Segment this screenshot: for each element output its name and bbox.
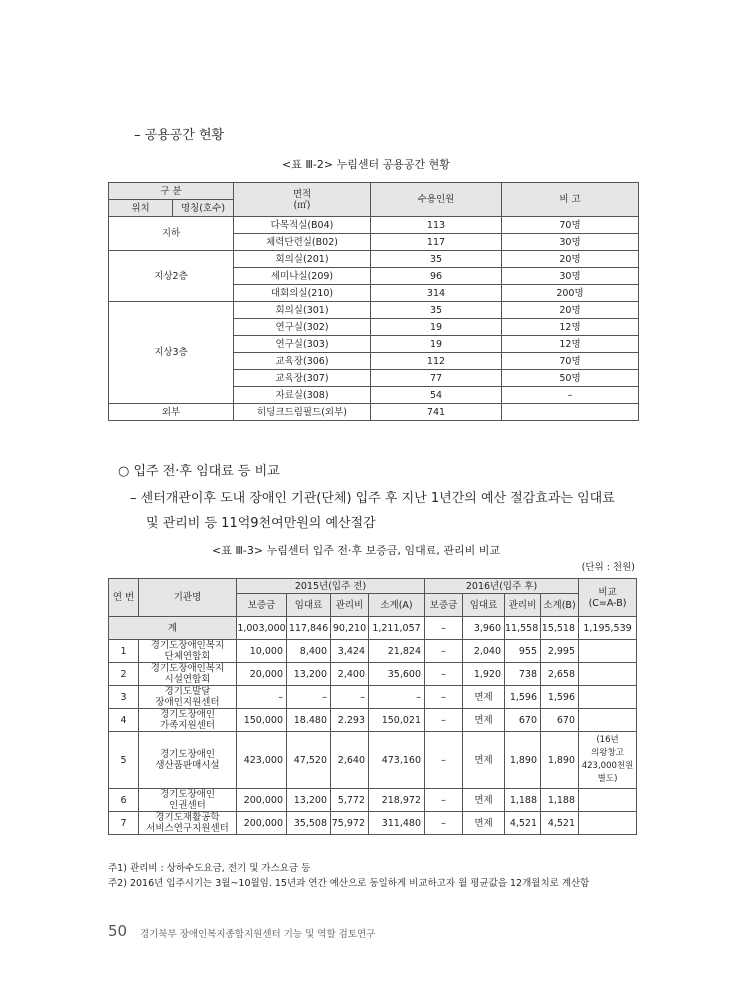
- cell: 1,195,539: [579, 617, 637, 640]
- cell: [579, 812, 637, 835]
- cell: 5: [109, 732, 139, 789]
- org-cell: 경기도장애인 인권센터: [139, 789, 237, 812]
- cell: 3: [109, 686, 139, 709]
- cell: –: [237, 686, 287, 709]
- capacity-cell: 113: [371, 217, 502, 234]
- cell: 7: [109, 812, 139, 835]
- header-rent-2015: 임대료: [287, 594, 331, 617]
- body-line-2: 및 관리비 등 11억9천여만원의 예산절감: [146, 516, 376, 531]
- cell: –: [425, 617, 463, 640]
- capacity-cell: 96: [371, 268, 502, 285]
- cell: 2,040: [463, 640, 505, 663]
- total-row: [109, 617, 637, 640]
- footnote-1: 주1) 관리비 : 상하수도요금, 전기 및 가스요금 등: [108, 863, 311, 874]
- cell: 200,000: [237, 812, 287, 835]
- location-cell: 지상2층: [109, 251, 234, 302]
- table-row: [109, 686, 637, 709]
- name-cell: 교육장(307): [234, 370, 371, 387]
- location-cell: 지상3층: [109, 302, 234, 404]
- cell: 218,972: [369, 789, 425, 812]
- cell: 1,920: [463, 663, 505, 686]
- total-label: 계: [109, 617, 237, 640]
- cell: –: [369, 686, 425, 709]
- rent-comparison-table: [108, 578, 637, 835]
- cell: 1,890: [505, 732, 541, 789]
- cell: 117,846: [287, 617, 331, 640]
- location-cell: 외부: [109, 404, 234, 421]
- capacity-cell: 77: [371, 370, 502, 387]
- note-cell: 12명: [502, 319, 639, 336]
- cell: –: [331, 686, 369, 709]
- cell: 면제: [463, 732, 505, 789]
- cell: 1: [109, 640, 139, 663]
- name-cell: 회의실(301): [234, 302, 371, 319]
- cell: 11,558: [505, 617, 541, 640]
- name-cell: 교육장(306): [234, 353, 371, 370]
- cell: 3,960: [463, 617, 505, 640]
- table-row: [109, 709, 637, 732]
- name-cell: 회의실(201): [234, 251, 371, 268]
- cell: –: [425, 663, 463, 686]
- cell: 4: [109, 709, 139, 732]
- cell: –: [425, 732, 463, 789]
- cell: 4,521: [505, 812, 541, 835]
- name-cell: 대회의실(210): [234, 285, 371, 302]
- cell: 670: [541, 709, 579, 732]
- cell: 738: [505, 663, 541, 686]
- cell: –: [425, 789, 463, 812]
- name-cell: 연구실(303): [234, 336, 371, 353]
- cell: 150,000: [237, 709, 287, 732]
- capacity-cell: 112: [371, 353, 502, 370]
- cell: 200,000: [237, 789, 287, 812]
- header-location: 위치: [109, 200, 173, 217]
- note-cell: 200명: [502, 285, 639, 302]
- cell: 2,658: [541, 663, 579, 686]
- header-area: 면적 (㎡): [234, 183, 371, 217]
- cell: 670: [505, 709, 541, 732]
- cell: 1,003,000: [237, 617, 287, 640]
- note-cell: 70명: [502, 217, 639, 234]
- org-cell: 경기도장애인 생산품판매시설: [139, 732, 237, 789]
- capacity-cell: 35: [371, 251, 502, 268]
- cell: 1,596: [541, 686, 579, 709]
- cell: 면제: [463, 812, 505, 835]
- cell: 35,508: [287, 812, 331, 835]
- cell: 15,518: [541, 617, 579, 640]
- common-space-table: [108, 182, 639, 421]
- cell: 2,995: [541, 640, 579, 663]
- cell: –: [425, 640, 463, 663]
- cell: 1,890: [541, 732, 579, 789]
- note-cell: 70명: [502, 353, 639, 370]
- unit-label: (단위 : 천원): [581, 562, 635, 573]
- cell: 150,021: [369, 709, 425, 732]
- org-cell: 경기도발달 장애인지원센터: [139, 686, 237, 709]
- cell: 2: [109, 663, 139, 686]
- capacity-cell: 19: [371, 336, 502, 353]
- capacity-cell: 54: [371, 387, 502, 404]
- org-cell: 경기도장애인복지 시설연합회: [139, 663, 237, 686]
- capacity-cell: 117: [371, 234, 502, 251]
- cell: 75,972: [331, 812, 369, 835]
- bullet-heading: ○ 입주 전·후 임대료 등 비교: [118, 464, 280, 479]
- cell: –: [287, 686, 331, 709]
- cell: [579, 709, 637, 732]
- header-no: 연 번: [109, 579, 139, 617]
- cell: –: [425, 812, 463, 835]
- cell: 10,000: [237, 640, 287, 663]
- cell: 18.480: [287, 709, 331, 732]
- body-line-1: – 센터개관이후 도내 장애인 기관(단체) 입주 후 지난 1년간의 예산 절감효과는 임대료: [130, 491, 615, 506]
- capacity-cell: 35: [371, 302, 502, 319]
- table-row: [109, 251, 639, 268]
- name-cell: 자료실(308): [234, 387, 371, 404]
- cell: –: [425, 686, 463, 709]
- footer-title: 경기북부 장애인복지종합지원센터 기능 및 역할 검토연구: [140, 929, 376, 940]
- note-cell: 30명: [502, 268, 639, 285]
- cell: 423,000: [237, 732, 287, 789]
- cell: 20,000: [237, 663, 287, 686]
- note-cell: 20명: [502, 251, 639, 268]
- cell: 21,824: [369, 640, 425, 663]
- table-row: [109, 663, 637, 686]
- cell: 1,188: [505, 789, 541, 812]
- cell: [579, 640, 637, 663]
- note-cell: 12명: [502, 336, 639, 353]
- note-cell: –: [502, 387, 639, 404]
- cell: 90,210: [331, 617, 369, 640]
- cell: 2.293: [331, 709, 369, 732]
- name-cell: 체력단련실(B02): [234, 234, 371, 251]
- table1-caption: <표 Ⅲ-2> 누림센터 공용공간 현황: [282, 158, 450, 171]
- cell: 6: [109, 789, 139, 812]
- header-subtotal-a: 소계(A): [369, 594, 425, 617]
- header-subtotal-b: 소계(B): [541, 594, 579, 617]
- header-2015: 2015년(입주 전): [237, 579, 425, 594]
- header-mgmt-2016: 관리비: [505, 594, 541, 617]
- name-cell: 다목적실(B04): [234, 217, 371, 234]
- table-row: [109, 404, 639, 421]
- header-org: 기관명: [139, 579, 237, 617]
- header-group: 구 분: [109, 183, 234, 200]
- cell: 4,521: [541, 812, 579, 835]
- note-cell: [502, 404, 639, 421]
- page-number: 50: [108, 922, 128, 940]
- note-cell: 20명: [502, 302, 639, 319]
- cell: 면제: [463, 709, 505, 732]
- header-compare: 비교 (C=A-B): [579, 579, 637, 617]
- table-row: [109, 732, 637, 789]
- table-row: [109, 302, 639, 319]
- cell: 2,640: [331, 732, 369, 789]
- header-2016: 2016년(입주 후): [425, 579, 579, 594]
- header-deposit-2015: 보증금: [237, 594, 287, 617]
- cell: 311,480: [369, 812, 425, 835]
- cell: 5,772: [331, 789, 369, 812]
- cell: 35,600: [369, 663, 425, 686]
- header-mgmt-2015: 관리비: [331, 594, 369, 617]
- table-row: [109, 217, 639, 234]
- cell: 13,200: [287, 663, 331, 686]
- org-cell: 경기도장애인복지 단체연합회: [139, 640, 237, 663]
- header-name: 명칭(호수): [173, 200, 234, 217]
- table-row: [109, 640, 637, 663]
- table-row: [109, 789, 637, 812]
- header-rent-2016: 임대료: [463, 594, 505, 617]
- table-row: [109, 812, 637, 835]
- cell: 1,596: [505, 686, 541, 709]
- name-cell: 세미나실(209): [234, 268, 371, 285]
- cell: –: [425, 709, 463, 732]
- cell: 47,520: [287, 732, 331, 789]
- cell: 면제: [463, 789, 505, 812]
- compare-note-cell: (16년 의왕창고 423,000천원 별도): [579, 732, 637, 789]
- footnote-2: 주2) 2016년 입주시기는 3월~10월임. 15년과 연간 예산으로 동일하게 비교하고자 월 평균값을 12개월치로 계산함: [108, 878, 590, 889]
- name-cell: 연구실(302): [234, 319, 371, 336]
- note-cell: 50명: [502, 370, 639, 387]
- cell: 1,211,057: [369, 617, 425, 640]
- header-note: 비 고: [502, 183, 639, 217]
- cell: 955: [505, 640, 541, 663]
- cell: [579, 663, 637, 686]
- header-deposit-2016: 보증금: [425, 594, 463, 617]
- location-cell: 지하: [109, 217, 234, 251]
- org-cell: 경기도장애인 가족지원센터: [139, 709, 237, 732]
- org-cell: 경기도재활공학 서비스연구지원센터: [139, 812, 237, 835]
- cell: 1,188: [541, 789, 579, 812]
- cell: 13,200: [287, 789, 331, 812]
- cell: 8,400: [287, 640, 331, 663]
- cell: 473,160: [369, 732, 425, 789]
- header-capacity: 수용인원: [371, 183, 502, 217]
- section-heading: – 공용공간 현황: [134, 128, 225, 143]
- capacity-cell: 314: [371, 285, 502, 302]
- name-cell: 히딩크드림필드(외부): [234, 404, 371, 421]
- table2-caption: <표 Ⅲ-3> 누림센터 입주 전·후 보증금, 임대료, 관리비 비교: [212, 544, 500, 557]
- capacity-cell: 19: [371, 319, 502, 336]
- cell: 3,424: [331, 640, 369, 663]
- note-cell: 30명: [502, 234, 639, 251]
- capacity-cell: 741: [371, 404, 502, 421]
- cell: [579, 686, 637, 709]
- cell: 면제: [463, 686, 505, 709]
- cell: 2,400: [331, 663, 369, 686]
- cell: [579, 789, 637, 812]
